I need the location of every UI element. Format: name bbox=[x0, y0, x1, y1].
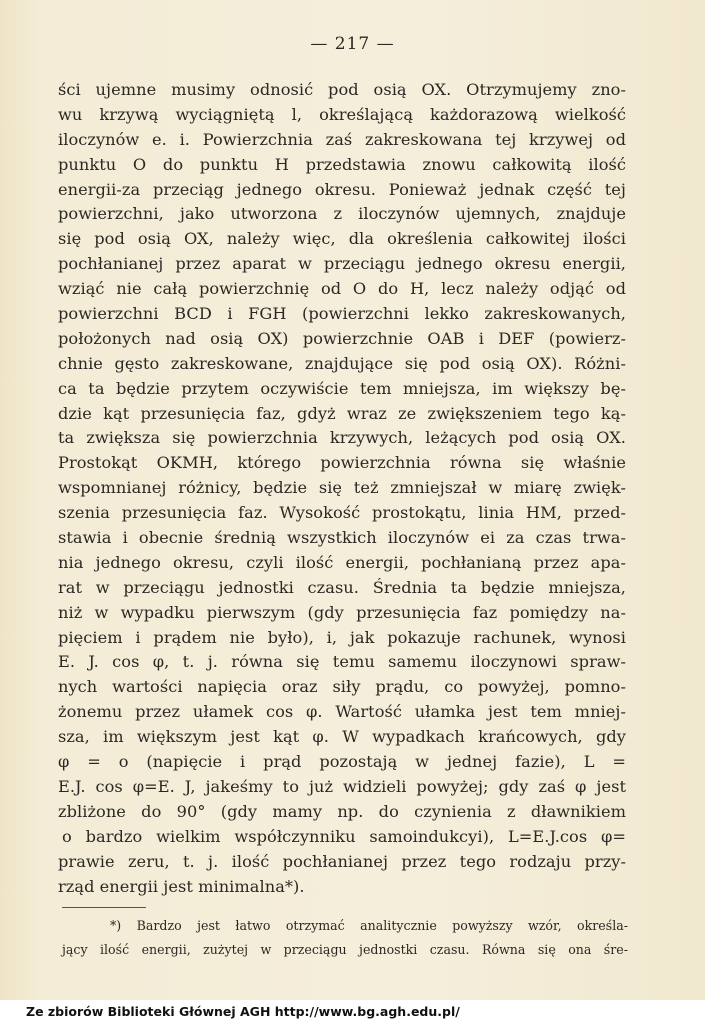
text-line: szenia przesunięcia faz. Wysokość prostokątu, linia HM, przed- bbox=[58, 503, 626, 523]
body-text bbox=[58, 78, 626, 899]
text-line: Prostokąt OKMH, którego powierzchnia równa się właśnie bbox=[58, 453, 626, 473]
text-line: rat w przeciągu jednostki czasu. Średnia ta będzie mniejsza, bbox=[58, 577, 626, 597]
footnote bbox=[62, 914, 628, 962]
text-line: wu krzywą wyciągniętą l, określającą każdorazową wielkość bbox=[58, 104, 626, 124]
text-line: nych wartości napięcia oraz siły prądu, co powyżej, pomno- bbox=[58, 677, 626, 697]
text-line: nia jednego okresu, czyli ilość energii, pochłanianą przez apa- bbox=[58, 552, 626, 572]
text-line: dzie kąt przesunięcia faz, gdyż wraz ze zwiększeniem tego ką- bbox=[58, 403, 626, 423]
text-line: ta zwiększa się powierzchnia krzywych, leżących pod osią OX. bbox=[58, 428, 626, 448]
text-line: prawie zeru, t. j. ilość pochłanianej przez tego rodzaju przy- bbox=[58, 851, 626, 871]
library-banner: Ze zbiorów Biblioteki Głównej AGH http://www.bg.agh.edu.pl/ bbox=[0, 1000, 705, 1024]
text-line: ca ta będzie przytem oczywiście tem mniejsza, im większy bę- bbox=[58, 378, 626, 398]
text-line: o bardzo wielkim współczynniku samoindukcyi), L=E.J.cos φ= bbox=[62, 826, 626, 846]
text-line: wziąć nie całą powierzchnię od O do H, lecz należy odjąć od bbox=[58, 279, 626, 299]
text-line: E. J. cos φ, t. j. równa się temu samemu iloczynowi spraw- bbox=[58, 652, 626, 672]
text-line: powierzchni, jako utworzona z iloczynów ujemnych, znajduje bbox=[58, 204, 626, 224]
text-line: położonych nad osią OX) powierzchnie OAB i DEF (powierz- bbox=[58, 328, 626, 348]
text-line: φ = o (napięcie i prąd pozostają w jednej fazie), L = bbox=[58, 752, 626, 772]
text-line: pochłanianej przez aparat w przeciągu jednego okresu energii, bbox=[58, 254, 626, 274]
text-line: się pod osią OX, należy więc, dla określenia całkowitej ilości bbox=[58, 229, 626, 249]
text-line: wspomnianej różnicy, będzie się też zmniejszał w miarę zwięk- bbox=[58, 478, 626, 498]
footnote-line: *) Bardzo jest łatwo otrzymać analitycznie powyższy wzór, określa- bbox=[110, 918, 628, 933]
text-line: energii-za przeciąg jednego okresu. Ponieważ jednak część tej bbox=[58, 179, 626, 199]
text-line: punktu O do punktu H przedstawia znowu całkowitą ilość bbox=[58, 154, 626, 174]
text-line: chnie gęsto zakreskowane, znajdujące się pod osią OX). Różni- bbox=[58, 353, 626, 373]
footnote-divider bbox=[62, 907, 146, 908]
text-line: zbliżone do 90° (gdy mamy np. do czynienia z dławnikiem bbox=[58, 801, 626, 821]
text-line: stawia i obecnie średnią wszystkich iloczynów ei za czas trwa- bbox=[58, 528, 626, 548]
page-number: — 217 — bbox=[310, 34, 395, 54]
text-line: ści ujemne musimy odnosić pod osią OX. Otrzymujemy zno- bbox=[58, 80, 626, 99]
text-line: E.J. cos φ=E. J, jakeśmy to już widzieli powyżej; gdy zaś φ jest bbox=[58, 776, 626, 796]
text-line: niż w wypadku pierwszym (gdy przesunięcia faz pomiędzy na- bbox=[58, 602, 626, 622]
footnote-line: jący ilość energii, zużytej w przeciągu jednostki czasu. Równa się ona śre- bbox=[62, 942, 628, 957]
text-line: pięciem i prądem nie było), i, jak pokazuje rachunek, wynosi bbox=[58, 627, 626, 647]
text-line: żonemu przez ułamek cos φ. Wartość ułamka jest tem mniej- bbox=[58, 702, 626, 722]
text-line: iloczynów e. i. Powierzchnia zaś zakreskowana tej krzywej od bbox=[58, 129, 626, 149]
text-line: rząd energii jest minimalna*). bbox=[58, 876, 305, 896]
text-line: powierzchni BCD i FGH (powierzchni lekko zakreskowanych, bbox=[58, 304, 626, 324]
text-line: sza, im większym jest kąt φ. W wypadkach krańcowych, gdy bbox=[58, 727, 626, 747]
